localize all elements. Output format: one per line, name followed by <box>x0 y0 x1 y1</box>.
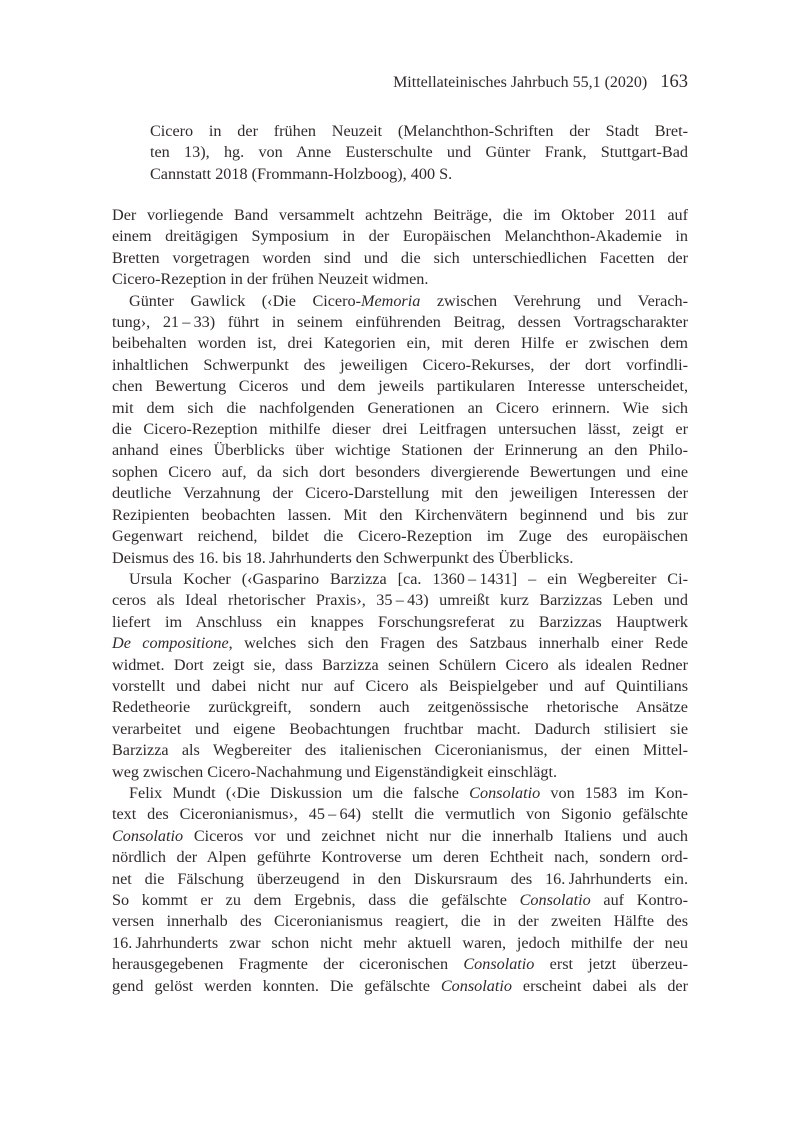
text-run: deutliche Verzahnung der Cicero-Darstellung mit den jeweiligen Interessen der <box>112 484 688 503</box>
text-run: Barzizza als Wegbereiter des italienischen Ciceronianismus, der einen Mittel- <box>112 741 688 760</box>
text-line <box>150 164 688 185</box>
text-run: text des Ciceronianismus›, 45 – 64) stellt die vermutlich von Sigonio gefälschte <box>112 805 688 824</box>
text-run: mit dem sich die nachfolgenden Generationen an Cicero erinnern. Wie sich <box>112 398 688 417</box>
text-run: widmet. Dort zeigt sie, dass Barzizza seinen Schülern Cicero als idealen Redner <box>112 655 688 674</box>
text-line <box>112 762 688 783</box>
text-line <box>112 954 688 975</box>
text-line <box>112 740 688 761</box>
text-line <box>112 333 688 354</box>
text-run: auf Kontro- <box>590 891 689 909</box>
text-line <box>112 933 688 954</box>
text-line <box>112 505 688 526</box>
text-run: tung›, 21 – 33) führt in seinem einführenden Beitrag, dessen Vortragscharakter <box>112 313 688 332</box>
text-line <box>112 269 688 290</box>
text-line <box>112 633 688 654</box>
text-line <box>112 612 688 633</box>
text-run: Bretten vorgetragen worden sind und die sich unterschiedlichen Facetten der <box>112 248 688 267</box>
text-run: Ciceros vor und zeichnet nicht nur die innerhalb Italiens und auch <box>183 826 688 845</box>
text-run: weg zwischen Cicero-Nachahmung und Eigenständigkeit einschlägt. <box>112 762 558 781</box>
text-run: Ursula Kocher (‹Gasparino Barzizza [ca. 1360 – 1431] – ein Wegbereiter Ci- <box>129 569 688 588</box>
paragraph-overview <box>112 205 688 291</box>
paragraph-mundt <box>112 783 688 997</box>
text-run: versen innerhalb des Ciceronianismus reagiert, die in der zweiten Hälfte des <box>112 912 688 931</box>
text-line <box>112 548 688 569</box>
text-line <box>112 226 688 247</box>
text-line <box>112 676 688 697</box>
text-run: ten 13), hg. von Anne Eusterschulte und Günter Frank, Stuttgart-Bad <box>150 143 688 162</box>
text-line <box>112 291 688 312</box>
text-line <box>112 312 688 333</box>
italic-work-title: Consolatio <box>112 826 184 845</box>
text-run: , welches sich den Fragen des Satzbaus innerhalb einer Rede <box>228 634 688 653</box>
text-line <box>112 869 688 890</box>
text-run: nördlich der Alpen geführte Kontroverse um deren Echtheit nach, sondern ord- <box>112 848 688 867</box>
text-run: Felix Mundt (‹Die Diskussion um die falsche <box>129 783 470 802</box>
page-number: 163 <box>660 72 688 92</box>
text-run: liefert im Anschluss ein knappes Forschungsreferat zu Barzizzas Hauptwerk <box>112 612 688 631</box>
text-run: Günter Gawlick (‹Die Cicero- <box>129 291 361 310</box>
text-run: anhand eines Überblicks über wichtige Stationen der Erinnerung an den Philo- <box>112 441 688 460</box>
text-line <box>112 355 688 376</box>
text-line <box>150 121 688 142</box>
italic-work-title: De compositione <box>112 634 229 653</box>
text-run: Deismus des 16. bis 18. Jahrhunderts den Schwerpunkt des Überblicks. <box>112 548 574 567</box>
text-line <box>112 890 688 911</box>
text-run: Cicero in der frühen Neuzeit (Melanchthon-Schriften der Stadt Bret- <box>150 122 688 140</box>
italic-work-title: Memoria <box>360 291 421 310</box>
text-run: Rezipienten beobachten lassen. Mit den Kirchenvätern beginnend und bis zur <box>112 505 688 524</box>
text-line <box>112 719 688 740</box>
text-run: net die Fälschung überzeugend in den Diskursraum des 16. Jahrhunderts ein. <box>112 869 688 888</box>
text-run: gend gelöst werden konnten. Die gefälschte <box>112 976 441 995</box>
review-body <box>112 205 688 997</box>
text-line <box>112 440 688 461</box>
text-line <box>112 847 688 868</box>
text-line <box>112 590 688 611</box>
text-line <box>112 398 688 419</box>
text-line <box>112 697 688 718</box>
text-run: erscheint dabei als der <box>511 976 688 995</box>
text-line <box>112 248 688 269</box>
italic-work-title: Consolatio <box>469 783 541 802</box>
text-run: von 1583 im Kon- <box>540 783 688 802</box>
text-run: erst jetzt überzeu- <box>534 955 688 974</box>
text-run: inhaltlichen Schwerpunkt des jeweiligen Cicero-Rekurses, der dort vorfindli- <box>112 355 688 374</box>
text-run: Cannstatt 2018 (Frommann-Holzboog), 400 S. <box>150 164 453 183</box>
text-line <box>112 804 688 825</box>
text-line <box>112 376 688 397</box>
journal-title: Mittellateinisches Jahrbuch 55,1 (2020) <box>393 74 648 91</box>
text-line <box>112 826 688 847</box>
text-run: herausgegebenen Fragmente der ciceronischen <box>112 955 464 974</box>
text-run: sophen Cicero auf, da sich dort besonders divergierende Bewertungen und eine <box>112 462 688 481</box>
text-run: 16. Jahrhunderts zwar schon nicht mehr aktuell waren, jedoch mithilfe der neu <box>112 933 688 952</box>
text-run: die Cicero-Rezeption mithilfe dieser drei Leitfragen untersuchen lässt, zeigt er <box>112 420 688 439</box>
italic-work-title: Consolatio <box>463 955 535 974</box>
text-run: ceros als Ideal rhetorischer Praxis›, 35 – 43) umreißt kurz Barzizzas Leben und <box>112 591 688 610</box>
text-line <box>150 142 688 163</box>
text-line <box>112 655 688 676</box>
text-line <box>112 526 688 547</box>
text-run: beibehalten worden ist, drei Kategorien ein, mit deren Hilfe er zwischen dem <box>112 334 688 353</box>
text-run: So kommt er zu dem Ergebnis, dass die gefälschte <box>112 891 520 909</box>
running-head <box>112 72 688 93</box>
text-run: einem dreitägigen Symposium in der Europäischen Melanchthon-Akademie in <box>112 227 688 246</box>
text-run: vorstellt und dabei nicht nur auf Cicero als Beispielgeber und auf Quintilians <box>112 676 688 695</box>
text-line <box>112 569 688 590</box>
text-line <box>112 911 688 932</box>
text-run: Cicero-Rezeption in der frühen Neuzeit widmen. <box>112 270 429 289</box>
text-run: Gegenwart reichend, bildet die Cicero-Rezeption im Zuge des europäischen <box>112 527 688 546</box>
text-run: zwischen Verehrung und Verach- <box>420 291 688 310</box>
text-run: chen Bewertung Ciceros und dem jeweils partikularen Interesse unterscheidet, <box>112 377 688 396</box>
text-run: verarbeitet und eigene Beobachtungen fruchtbar macht. Dadurch stilisiert sie <box>112 719 688 738</box>
text-line <box>112 419 688 440</box>
italic-work-title: Consolatio <box>440 976 512 995</box>
paragraph-gawlick <box>112 291 688 569</box>
text-line <box>112 462 688 483</box>
text-line <box>112 205 688 226</box>
paragraph-kocher <box>112 569 688 783</box>
book-citation <box>150 121 688 185</box>
text-line <box>112 976 688 997</box>
text-line <box>112 783 688 804</box>
italic-work-title: Consolatio <box>519 891 591 909</box>
text-run: Redetheorie zurückgreift, sondern auch zeitgenössische rhetorische Ansätze <box>112 698 688 717</box>
text-run: Der vorliegende Band versammelt achtzehn Beiträge, die im Oktober 2011 auf <box>112 206 688 224</box>
text-line <box>112 483 688 504</box>
